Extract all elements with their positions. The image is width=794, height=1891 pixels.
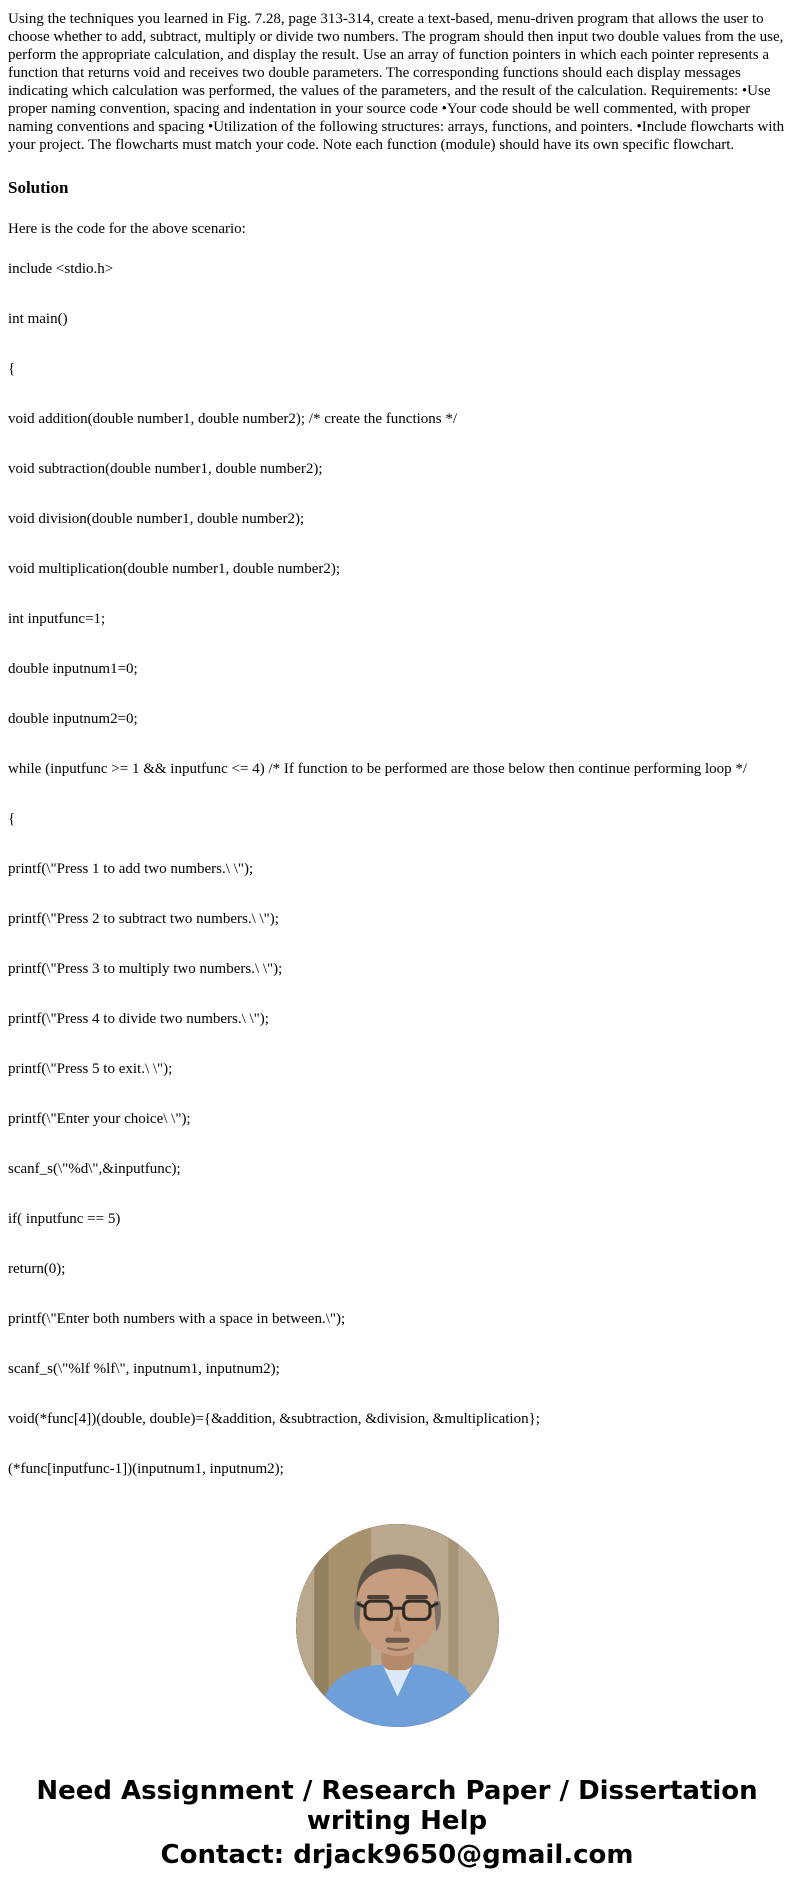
- code-line: {: [8, 811, 16, 827]
- code-line: void(*func[4])(double, double)={&addition, &subtraction, &division, &multiplication};: [8, 1411, 540, 1427]
- avatar-container: [8, 1524, 786, 1727]
- code-line: scanf_s(\"%d\",&inputfunc);: [8, 1161, 181, 1177]
- code-line: if( inputfunc == 5): [8, 1211, 121, 1227]
- code-line: int inputfunc=1;: [8, 611, 106, 627]
- code-line: void subtraction(double number1, double number2);: [8, 461, 323, 477]
- code-line: scanf_s(\"%lf %lf\", inputnum1, inputnum2);: [8, 1361, 280, 1377]
- code-line: return(0);: [8, 1261, 66, 1277]
- code-line: printf(\"Enter your choice\ \");: [8, 1111, 191, 1127]
- portrait-illustration: [296, 1524, 499, 1727]
- code-line: printf(\"Enter both numbers with a space in between.\");: [8, 1311, 346, 1327]
- intro-text: Here is the code for the above scenario:: [8, 221, 246, 237]
- footer-contact-email: Contact: drjack9650@gmail.com: [160, 1839, 634, 1870]
- code-line: {: [8, 361, 16, 377]
- code-line: printf(\"Press 1 to add two numbers.\ \");: [8, 861, 254, 877]
- code-line: printf(\"Press 3 to multiply two numbers.\ \");: [8, 961, 283, 977]
- code-block: [8, 254, 786, 1478]
- question-text: Using the techniques you learned in Fig. 7.28, page 313-314, create a text-based, menu-driven program that allows the user to choose whether to add, subtract, multiply or divide two numbers. The program should then input two double values from the use, perform the appropriate calculation, and display the result. Use an array of function pointers in which each pointer represents a function that returns void and receives two double parameters. The corresponding functions should each display messages indicating which calculation was performed, the values of the parameters, and the result of the calculation. Requirements: •Use proper naming convention, spacing and indentation in your source code •Your code should be well commented, with proper naming conventions and spacing •Utilization of the following structures: arrays, functions, and pointers. •Include flowcharts with your project. The flowcharts must match your code. Note each function (module) should have its own specific flowchart.: [8, 11, 785, 153]
- code-line: void multiplication(double number1, double number2);: [8, 561, 341, 577]
- code-line: while (inputfunc >= 1 && inputfunc <= 4) /* If function to be performed are those below then continue performing loop */: [8, 761, 748, 777]
- footer-help-text: Need Assignment / Research Paper / Dissertation writing Help: [36, 1776, 758, 1836]
- code-line: void addition(double number1, double number2); /* create the functions */: [8, 411, 458, 427]
- code-line: printf(\"Press 5 to exit.\ \");: [8, 1061, 173, 1077]
- code-line: double inputnum2=0;: [8, 711, 138, 727]
- code-line: printf(\"Press 4 to divide two numbers.\ \");: [8, 1011, 269, 1027]
- code-line: int main(): [8, 311, 68, 327]
- footer-ad: [8, 1777, 786, 1871]
- code-line: include <stdio.h>: [8, 261, 114, 277]
- author-portrait-photo: [296, 1524, 499, 1727]
- code-line: double inputnum1=0;: [8, 661, 138, 677]
- solution-heading: Solution: [8, 178, 69, 197]
- code-line: void division(double number1, double number2);: [8, 511, 305, 527]
- code-line: (*func[inputfunc-1])(inputnum1, inputnum2);: [8, 1461, 284, 1477]
- code-line: printf(\"Press 2 to subtract two numbers.\ \");: [8, 911, 279, 927]
